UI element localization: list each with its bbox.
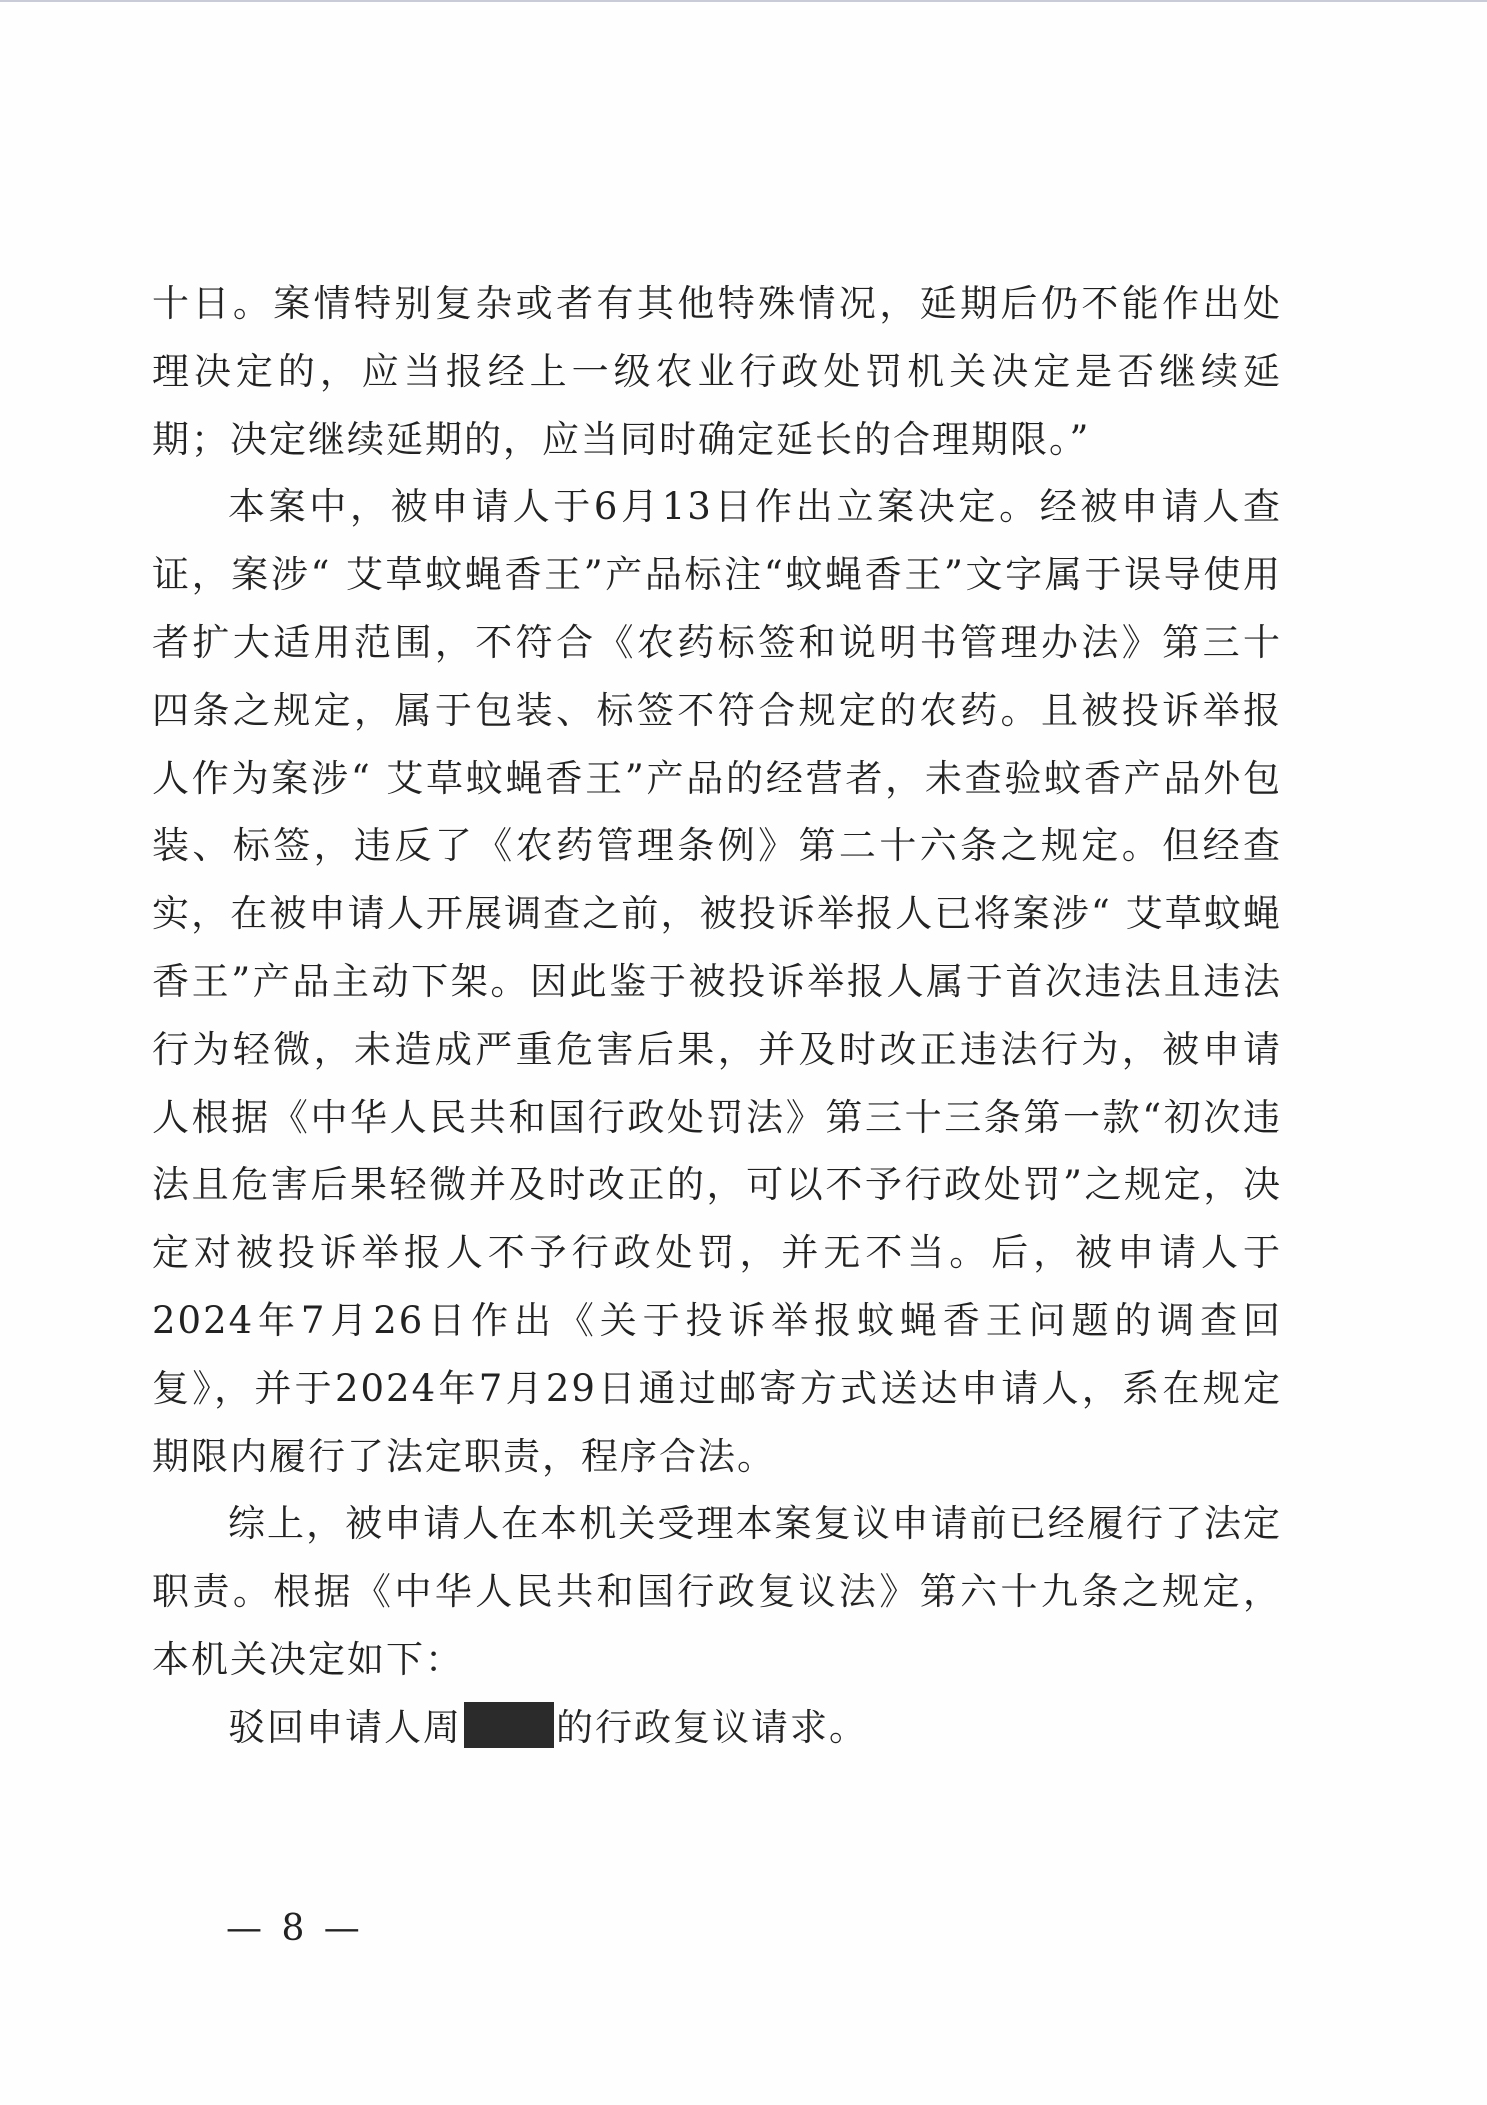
document-body: [152, 270, 1282, 1762]
decision-text-before: 驳回申请人周: [228, 1705, 462, 1749]
decision-text-after: 的行政复议请求。: [556, 1705, 868, 1749]
decision-paragraph: [152, 1694, 1282, 1762]
redaction-block: [464, 1702, 554, 1748]
paragraph-3: 综上，被申请人在本机关受理本案复议申请前已经履行了法定职责。根据《中华人民共和国行政复议法》第六十九条之规定，本机关决定如下：: [152, 1502, 1282, 1681]
top-rule: [0, 0, 1487, 2]
page-number: — 8 —: [226, 1908, 364, 1949]
paragraph-1: 十日。案情特别复杂或者有其他特殊情况，延期后仍不能作出处理决定的，应当报经上一级农业行政处罚机关决定是否继续延期；决定继续延期的，应当同时确定延长的合理期限。”: [152, 282, 1282, 461]
paragraph-2: 本案中，被申请人于6月13日作出立案决定。经被申请人查证，案涉“ 艾草蚊蝇香王”产品标注“蚊蝇香王”文字属于误导使用者扩大适用范围，不符合《农药标签和说明书管理办法》第三十四条之规定，属于包装、标签不符合规定的农药。且被投诉举报人作为案涉“ 艾草蚊蝇香王”产品的经营者，未查验蚊香产品外包装、标签，违反了《农药管理条例》第二十六条之规定。但经查实，在被申请人开展调查之前，被投诉举报人已将案涉“ 艾草蚊蝇香王”产品主动下架。因此鉴于被投诉举报人属于首次违法且违法行为轻微，未造成严重危害后果，并及时改正违法行为，被申请人根据《中华人民共和国行政处罚法》第三十三条第一款“初次违法且危害后果轻微并及时改正的，可以不予行政处罚”之规定，决定对被投诉举报人不予行政处罚，并无不当。后，被申请人于2024年7月26日作出《关于投诉举报蚊蝇香王问题的调查回复》，并于2024年7月29日通过邮寄方式送达申请人，系在规定期限内履行了法定职责，程序合法。: [152, 485, 1282, 1478]
